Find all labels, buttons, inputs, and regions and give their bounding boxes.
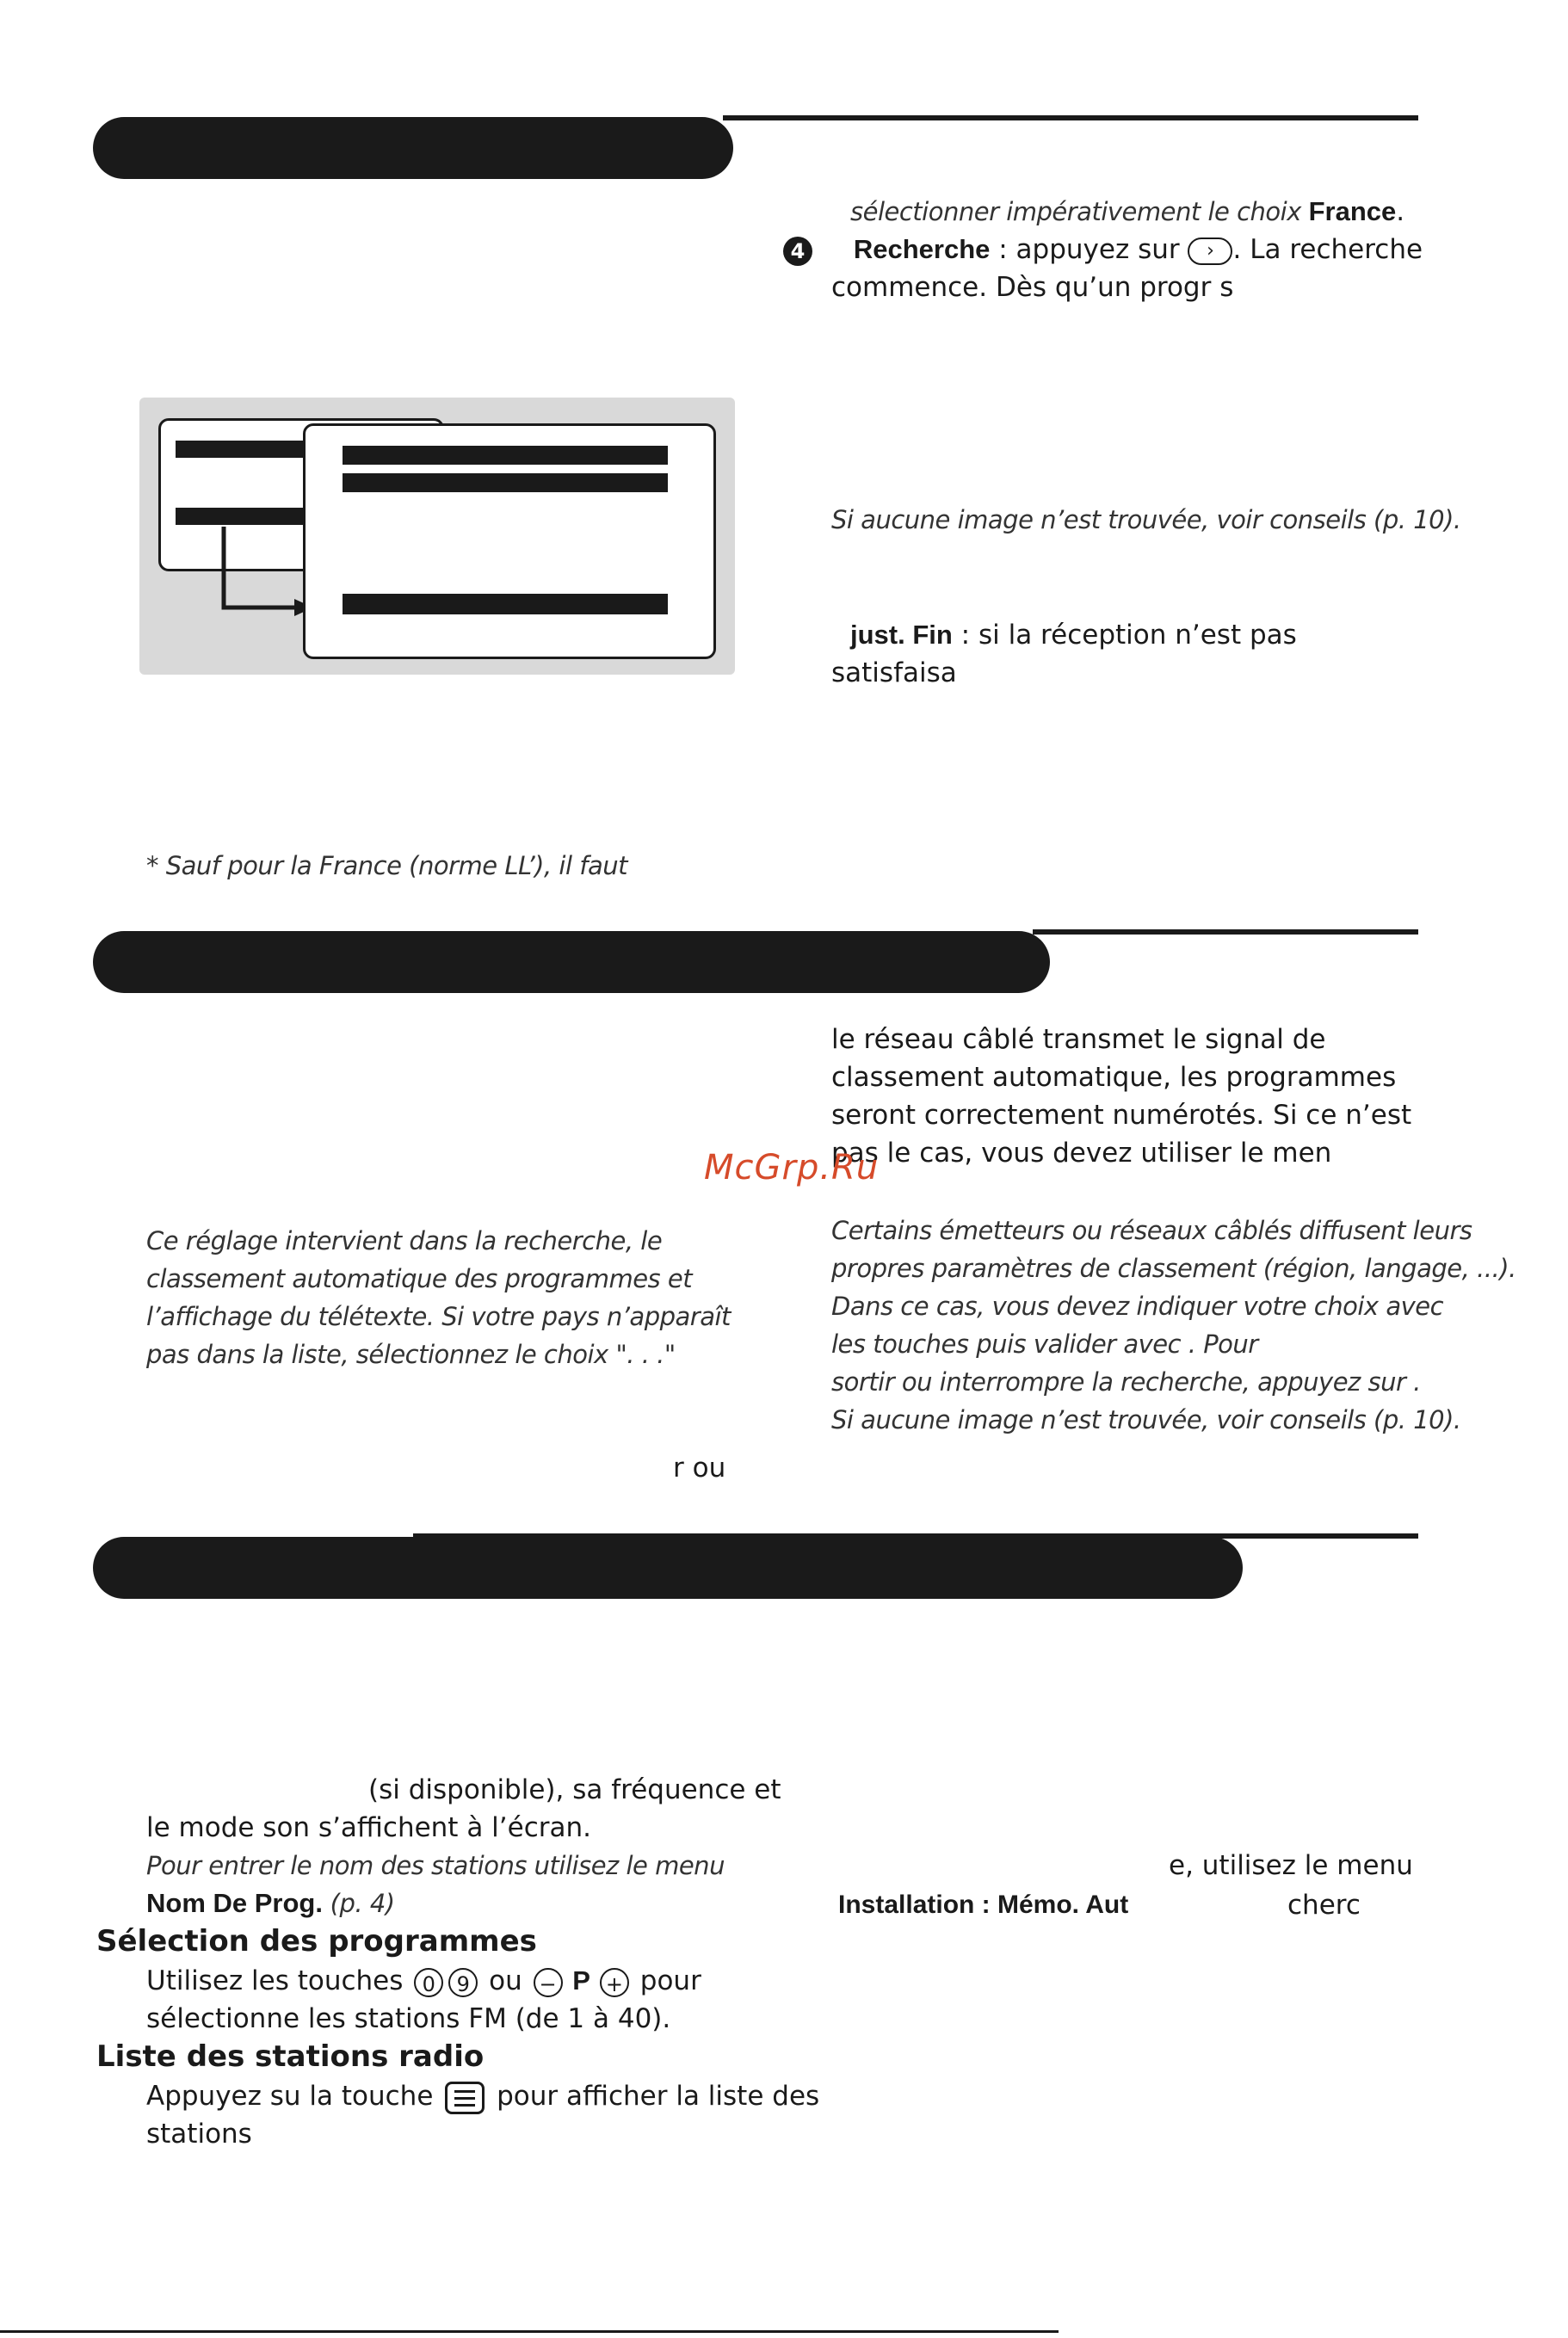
s2-line-3: seront correctement numérotés. Si ce n’est bbox=[831, 1100, 1412, 1131]
menu-diagram bbox=[139, 398, 735, 675]
s2-rnote-2: propres paramètres de classement (région, langage, ...). bbox=[831, 1254, 1516, 1283]
section2-right-note bbox=[831, 1212, 1516, 1439]
footnote: * Sauf pour la France (norme LL’), il faut bbox=[146, 851, 627, 880]
main-menu-item-1 bbox=[176, 441, 305, 458]
s2-note-1: Ce réglage intervient dans la recherche, le bbox=[146, 1226, 663, 1255]
s3-right-bold: Installation : Mémo. Aut bbox=[838, 1891, 1129, 1919]
s3-right-line1: e, utilisez le menu bbox=[1169, 1850, 1413, 1881]
s3-line2: le mode son s’affichent à l’écran. bbox=[146, 1812, 591, 1843]
s2-rnote-4: les touches puis valider avec . Pour bbox=[831, 1329, 1258, 1359]
plus-key-icon: + bbox=[600, 1968, 629, 1997]
key-9-icon: 9 bbox=[448, 1968, 478, 1997]
heading-radio-list: Liste des stations radio bbox=[96, 2039, 485, 2074]
selection-line: Utilisez les touches 0 9 ou − P + pour bbox=[146, 1965, 701, 1996]
no-image-hint: Si aucune image n’est trouvée, voir conseils (p. 10). bbox=[831, 505, 1461, 534]
fine-tune-line: just. Fin : si la réception n’est pas bbox=[850, 620, 1297, 651]
s2-rnote-6: Si aucune image n’est trouvée, voir conseils (p. 10). bbox=[831, 1405, 1461, 1434]
s2-line-2: classement automatique, les programmes bbox=[831, 1062, 1397, 1093]
submenu-item-2 bbox=[343, 473, 668, 492]
step4-line2: commence. Dès qu’un progr s bbox=[831, 272, 1234, 303]
s2-note-2: classement automatique des programmes et bbox=[146, 1264, 693, 1293]
s2-note-4: pas dans la liste, sélectionnez le choix ". . ." bbox=[146, 1340, 676, 1369]
s2-line-4: pas le cas, vous devez utiliser le men bbox=[831, 1138, 1332, 1169]
section2-right-paragraph bbox=[831, 1021, 1411, 1172]
section2-header-bar bbox=[93, 931, 1050, 993]
s2-left-tail: r ou bbox=[673, 1453, 726, 1484]
right-arrow-key-icon: › bbox=[1188, 238, 1232, 265]
submenu-item-1 bbox=[343, 446, 668, 465]
heading-program-selection: Sélection des programmes bbox=[96, 1924, 537, 1959]
step4-badge: 4 bbox=[783, 237, 812, 266]
s2-rnote-5: sortir ou interrompre la recherche, appuyez sur . bbox=[831, 1367, 1421, 1397]
s3-italic-line: Pour entrer le nom des stations utilisez le menu bbox=[146, 1851, 725, 1880]
main-menu-item-2 bbox=[176, 508, 305, 525]
section1-header-rule bbox=[723, 115, 1418, 120]
watermark: McGrp.Ru bbox=[704, 1148, 880, 1188]
section2-header-rule bbox=[1033, 929, 1418, 935]
submenu-item-3 bbox=[343, 594, 668, 614]
list-line: Appuyez su la touche pour afficher la liste des bbox=[146, 2077, 819, 2115]
s3-line1: (si disponible), sa fréquence et bbox=[368, 1774, 781, 1805]
key-0-icon: 0 bbox=[414, 1968, 443, 1997]
list-line2: stations bbox=[146, 2119, 252, 2150]
s2-line-1: le réseau câblé transmet le signal de bbox=[831, 1024, 1326, 1055]
france-line: sélectionner impérativement le choix France. bbox=[850, 196, 1405, 227]
list-key-icon bbox=[445, 2082, 485, 2114]
s2-note-3: l’affichage du télétexte. Si votre pays n’apparaît bbox=[146, 1302, 731, 1331]
s3-right-tail: cherc bbox=[1287, 1890, 1361, 1921]
s2-rnote-1: Certains émetteurs ou réseaux câblés diffusent leurs bbox=[831, 1216, 1472, 1245]
selection-line2: sélectionne les stations FM (de 1 à 40). bbox=[146, 2003, 671, 2034]
step4-line: 4 Recherche : appuyez sur › . La recherche bbox=[783, 231, 1423, 268]
section2-left-note bbox=[146, 1222, 731, 1373]
section3-header-bar bbox=[93, 1537, 1243, 1599]
bottom-rule bbox=[0, 2330, 1059, 2333]
s2-rnote-3: Dans ce cas, vous devez indiquer votre choix avec bbox=[831, 1292, 1444, 1321]
section3-header-rule bbox=[413, 1533, 1418, 1539]
section1-header-bar bbox=[93, 117, 733, 179]
s3-ref-line: Nom De Prog. (p. 4) bbox=[146, 1888, 395, 1918]
fine-tune-line2: satisfaisa bbox=[831, 657, 957, 688]
minus-key-icon: − bbox=[534, 1968, 563, 1997]
